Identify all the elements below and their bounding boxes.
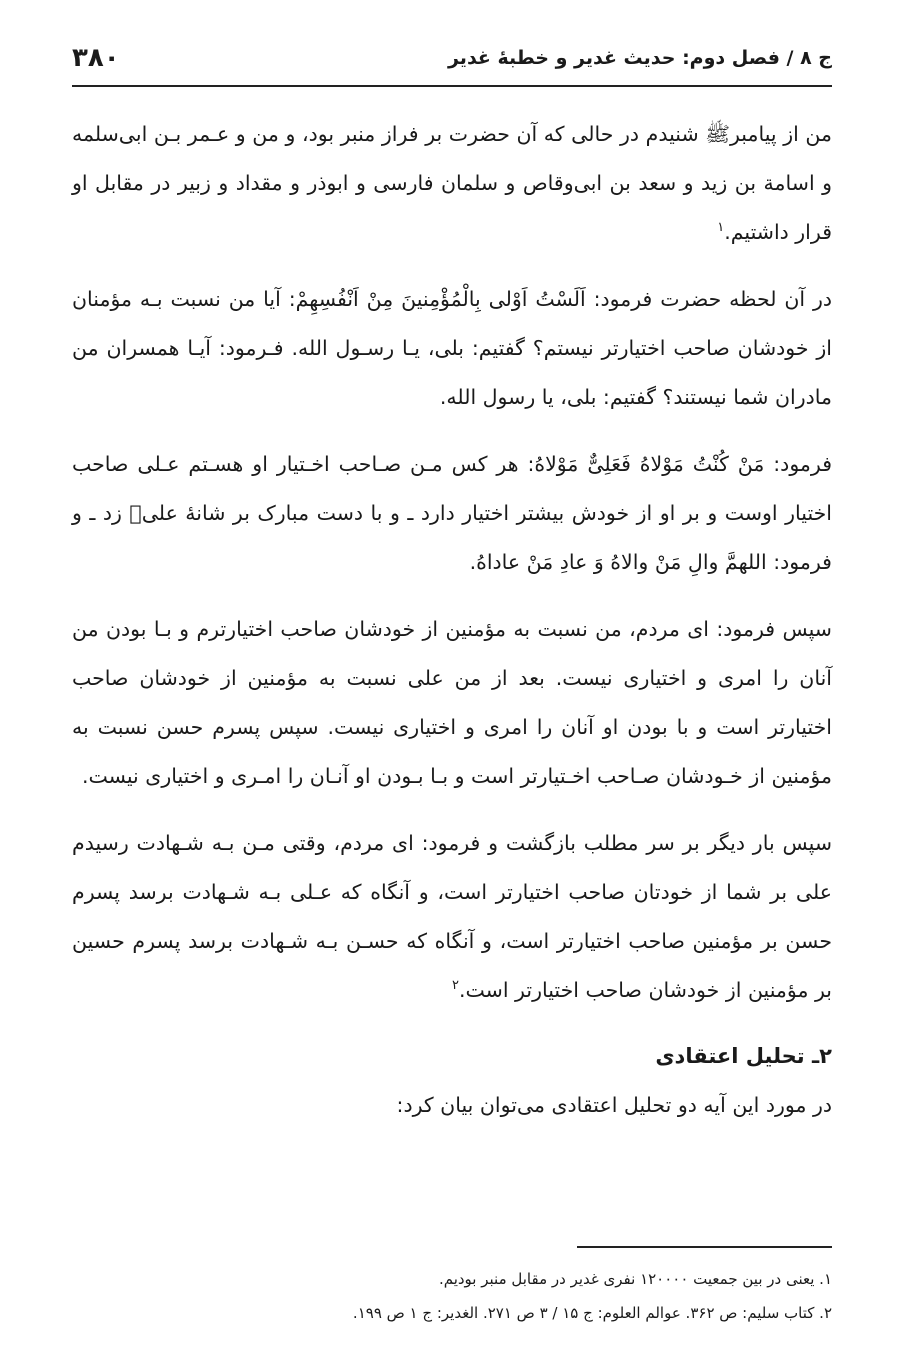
section-intro: در مورد این آیه دو تحلیل اعتقادی می‌توان بیان کرد: xyxy=(396,1093,832,1117)
footnote-ref[interactable]: ۱ xyxy=(717,220,725,236)
footnote-1: ۱. یعنی در بین جمعیت ۱۲۰۰۰۰ نفری غدیر در مقابل منبر بودیم. xyxy=(438,1270,832,1288)
footnotes xyxy=(72,1262,832,1330)
page-number: ۳۸۰ xyxy=(72,43,120,73)
paragraph-text: سپس بار دیگر بر سر مطلب بازگشت و فرمود: ای مردم، وقتی مـن بـه شـهادت رسیدم علی بر شما از خودتان صاحب اختیارتر است، و آنگاه که عـلی بـه شـهادت برسد پسرم حسن بر مؤمنین صاحب اختیارتر است، و آنگاه که حسـن بـه شـهادت برسد پسرم حسین بر مؤمنین از خودشان صاحب اختیارتر است. xyxy=(72,831,832,1002)
book-page xyxy=(72,0,832,1366)
paragraph-text: در آن لحظه حضرت فرمود: اَلَسْتُ اَوْلی بِالْمُؤْمِنینَ مِنْ اَنْفُسِهِمْ: آیا من نسبت بـه مؤمنان از خودشان صاحب اختیارتر نیستم؟ گفتیم: بلی، یـا رسـول الله. فـرمود: آیـا همسران من مادران شما نیستند؟ گفتیم: بلی، یا رسول الله. xyxy=(72,287,832,409)
paragraph-5 xyxy=(72,819,832,1015)
paragraph-4 xyxy=(72,605,832,801)
footnote-2: ۲. کتاب سلیم: ص ۳۶۲. عوالم العلوم: ج ۱۵ / ۳ ص ۲۷۱. الغدیر: ج ۱ ص ۱۹۹. xyxy=(352,1304,832,1322)
paragraph-text: سپس فرمود: ای مردم، من نسبت به مؤمنین از خودشان صاحب اختیارترم و بـا بودن من آنان را امری و اختیاری نیست. بعد از من علی نسبت به مؤمنین از خودشان صاحب اختیارتر است و با بودن او آنان را امری و اختیاری نیست. سپس پسرم حسن نسبت به مؤمنین از خـودشان صـاحب اخـتیارتر است و بـا بـودن او آنـان را امـری و اختیاری نیست. xyxy=(72,617,832,788)
main-text xyxy=(72,110,832,1148)
paragraph-text: من از پیامبرﷺ شنیدم در حالی که آن حضرت بر فراز منبر بود، و من و عـمر بـن ابی‌سلمه و اسامة بن زید و سعد بن ابی‌وقاص و سلمان فارسی و ابوذر و مقداد و زبیر در مقابل او قرار داشتیم. xyxy=(72,122,832,244)
paragraph-text: فرمود: مَنْ کُنْتُ مَوْلاهُ فَعَلِیٌّ مَوْلاهُ: هر کس مـن صـاحب اخـتیار او هسـتم عـلی صاحب اختیار اوست و بر او از خودش بیشتر اختیار دارد ـ و با دست مبارک بر شانۀ علیؑ زد ـ و فرمود: اللهمَّ والِ مَنْ والاهُ وَ عادِ مَنْ عاداهُ. xyxy=(72,452,832,574)
header-rule xyxy=(72,85,832,87)
footnote-ref[interactable]: ۲ xyxy=(452,978,460,994)
section-heading: ۲ـ تحلیل اعتقادی xyxy=(655,1044,832,1068)
page-header xyxy=(72,38,832,78)
paragraph-1 xyxy=(72,110,832,257)
paragraph-2 xyxy=(72,275,832,422)
running-title: ج ۸ / فصل دوم: حديث غدیر و خطبۀ غدیر xyxy=(447,47,832,69)
paragraph-3 xyxy=(72,440,832,587)
footnote-divider xyxy=(577,1246,832,1248)
